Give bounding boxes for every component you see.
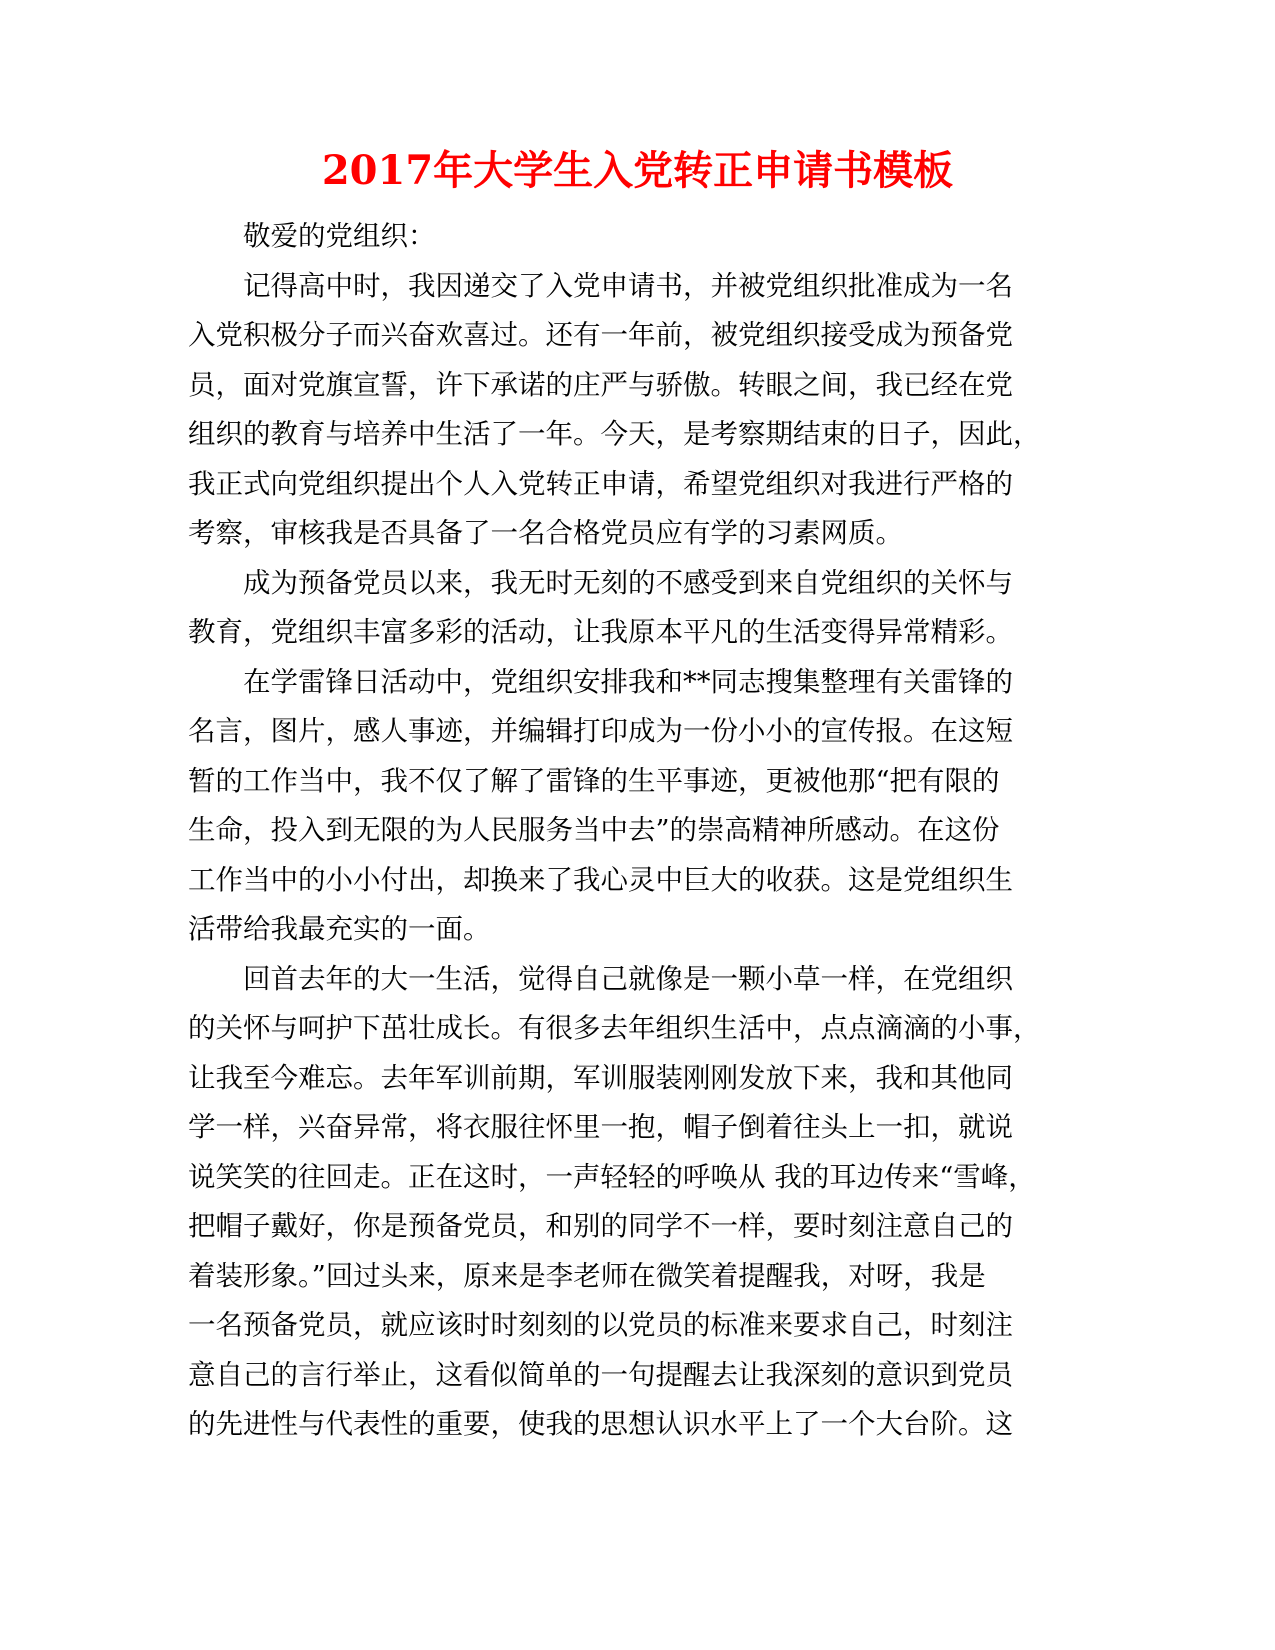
text-line: 组织的教育与培养中生活了一年。今天，是考察期结束的日子，因此， xyxy=(188,418,1041,450)
salutation: 敬爱的党组织： xyxy=(243,220,436,252)
paragraph-4 xyxy=(188,955,1068,1450)
text-line: 意自己的言行举止，这看似简单的一句提醒去让我深刻的意识到党员 xyxy=(188,1358,1013,1391)
text-line: 名言，图片，感人事迹，并编辑打印成为一份小小的宣传报。在这短 xyxy=(188,715,1013,747)
text-line: 暂的工作当中，我不仅了解了雷锋的生平事迹，更被他那“把有限的 xyxy=(188,764,1000,797)
text-line: 工作当中的小小付出，却换来了我心灵中巨大的收获。这是党组织生 xyxy=(188,863,1013,896)
paragraph-1 xyxy=(188,262,1068,559)
text-line: 我正式向党组织提出个人入党转正申请，希望党组织对我进行严格的 xyxy=(188,467,1013,500)
paragraph-2 xyxy=(188,559,1068,658)
text-line: 回首去年的大一生活，觉得自己就像是一颗小草一样，在党组织 xyxy=(243,962,1013,995)
text-line: 记得高中时，我因递交了入党申请书，并被党组织批准成为一名 xyxy=(243,269,1013,302)
paragraph-3 xyxy=(188,658,1068,955)
text-line: 入党积极分子而兴奋欢喜过。还有一年前，被党组织接受成为预备党 xyxy=(188,319,1013,351)
document-body xyxy=(188,212,1068,1450)
text-line: 让我至今难忘。去年军训前期，军训服装刚刚发放下来，我和其他同 xyxy=(188,1061,1013,1094)
text-line: 教育，党组织丰富多彩的活动，让我原本平凡的生活变得异常精彩。 xyxy=(188,616,1013,648)
text-line: 一名预备党员，就应该时时刻刻的以党员的标准来要求自己，时刻注 xyxy=(188,1309,1013,1341)
text-line: 员，面对党旗宣誓，许下承诺的庄严与骄傲。转眼之间，我已经在党 xyxy=(188,368,1013,401)
text-line: 着装形象。”回过头来，原来是李老师在微笑着提醒我，对呀，我是 xyxy=(188,1259,986,1292)
text-line: 的先进性与代表性的重要，使我的思想认识水平上了一个大台阶。这 xyxy=(188,1408,1013,1440)
text-line: 成为预备党员以来，我无时无刻的不感受到来自党组织的关怀与 xyxy=(243,566,1013,599)
text-line: 活带给我最充实的一面。 xyxy=(188,913,491,945)
document-title: 2017年大学生入党转正申请书模板 xyxy=(321,147,954,194)
text-line: 学一样，兴奋异常，将衣服往怀里一抱，帽子倒着往头上一扣，就说 xyxy=(188,1111,1013,1143)
text-line: 说笑笑的往回走。正在这时，一声轻轻的呼唤从 我的耳边传来“雪峰， xyxy=(188,1160,1036,1193)
text-line: 生命，投入到无限的为人民服务当中去”的崇高精神所感动。在这份 xyxy=(188,814,1000,846)
text-line: 在学雷锋日活动中，党组织安排我和**同志搜集整理有关雷锋的 xyxy=(243,665,1013,698)
text-line: 把帽子戴好，你是预备党员，和别的同学不一样，要时刻注意自己的 xyxy=(188,1210,1013,1242)
text-line: 考察，审核我是否具备了一名合格党员应有学的习素网质。 xyxy=(188,517,903,549)
text-line: 的关怀与呵护下茁壮成长。有很多去年组织生活中，点点滴滴的小事， xyxy=(188,1012,1041,1044)
